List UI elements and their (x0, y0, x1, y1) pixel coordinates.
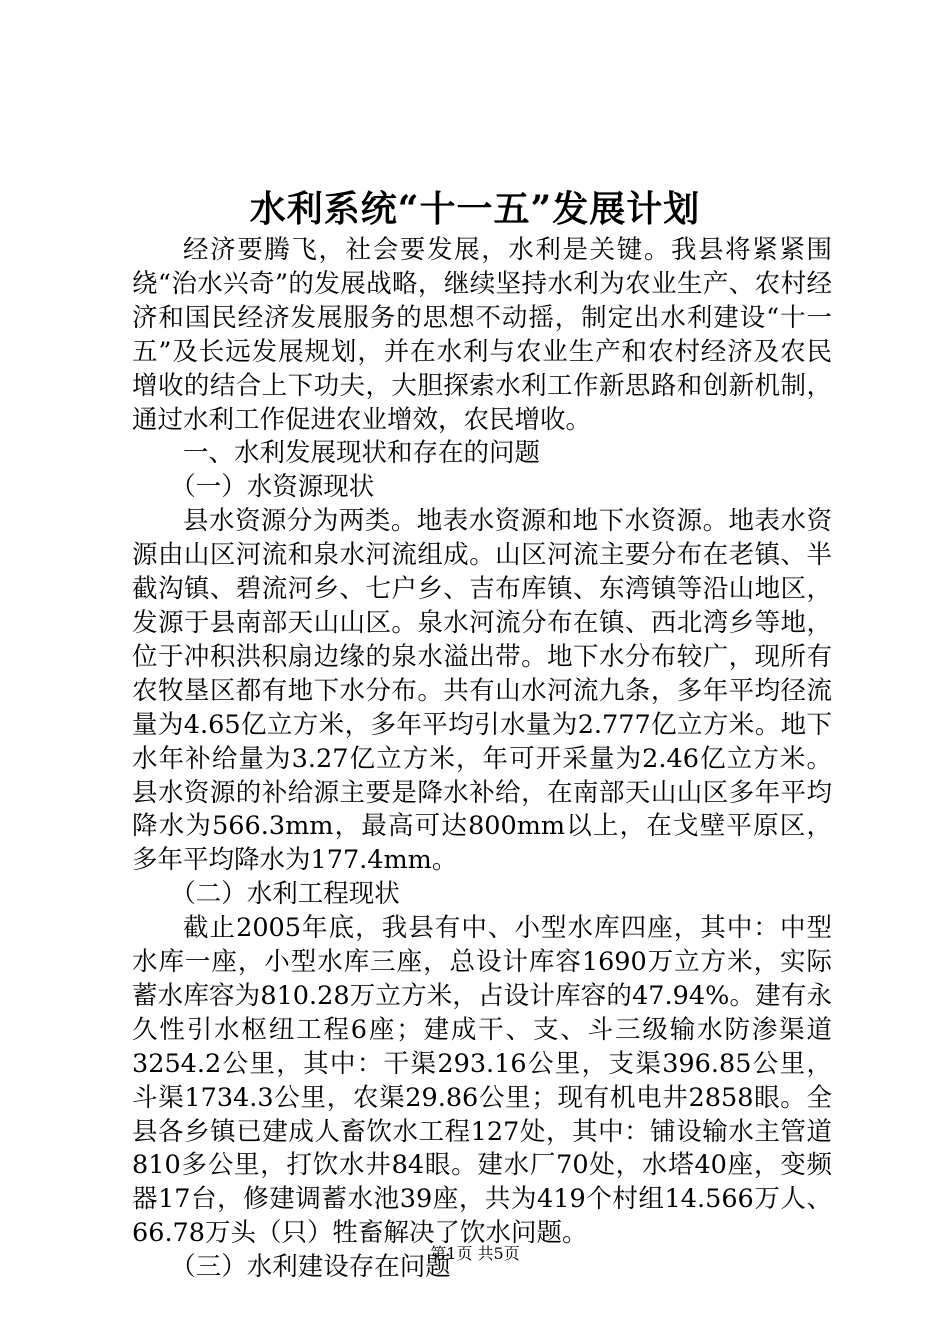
section-heading: 一、水利发展现状和存在的问题 (183, 438, 541, 469)
subsection-heading-water-projects: （二）水利工程现状 (170, 879, 400, 910)
water-projects-paragraph: 截止2005年底，我县有中、小型水库四座，其中：中型水库一座，小型水库三座，总设计库容1690万立方米，实际蓄水库容为810.28万立方米，占设计库容的47.94%。建有永久性引水枢纽工程6座；建成干、支、斗三级输水防渗渠道3254.2公里，其中：干渠293.16公里，支渠396.85公里，斗渠1734.3公里，农渠29.86公里；现有机电井2858眼。全县各乡镇已建成人畜饮水工程127处，其中：铺设输水主管道810多公里，打饮水井84眼。建水厂70处，水塔40座，变频器17台，修建调蓄水池39座，共为419个村组14.566万人、66.78万头（只）牲畜解决了饮水问题。 (132, 913, 832, 1249)
subsection-heading-problems: （三）水利建设存在问题 (170, 1252, 451, 1283)
subsection-heading-water-resources: （一）水资源现状 (170, 472, 375, 503)
document-title: 水利系统“十一五”发展计划 (249, 188, 701, 230)
document-body (132, 234, 832, 1285)
intro-paragraph: 经济要腾飞，社会要发展，水利是关键。我县将紧紧围绕“治水兴奇”的发展战略，继续坚持水利为农业生产、农村经济和国民经济发展服务的思想不动摇，制定出水利建设“十一五”及长远发展规划，并在水利与农业生产和农村经济及农民增收的结合上下功夫，大胆探索水利工作新思路和创新机制，通过水利工作促进农业增效，农民增收。 (132, 235, 832, 435)
page-footer: 第1页 共5页 (430, 1244, 520, 1263)
water-resources-paragraph: 县水资源分为两类。地表水资源和地下水资源。地表水资源由山区河流和泉水河流组成。山区河流主要分布在老镇、半截沟镇、碧流河乡、七户乡、吉布库镇、东湾镇等沿山地区，发源于县南部天山山区。泉水河流分布在镇、西北湾乡等地，位于冲积洪积扇边缘的泉水溢出带。地下水分布较广，现所有农牧垦区都有地下水分布。共有山水河流九条，多年平均径流量为4.65亿立方米，多年平均引水量为2.777亿立方米。地下水年补给量为3.27亿立方米，年可开采量为2.46亿立方米。县水资源的补给源主要是降水补给，在南部天山山区多年平均降水为566.3mm，最高可达800mm以上，在戈壁平原区，多年平均降水为177.4mm。 (132, 506, 832, 876)
